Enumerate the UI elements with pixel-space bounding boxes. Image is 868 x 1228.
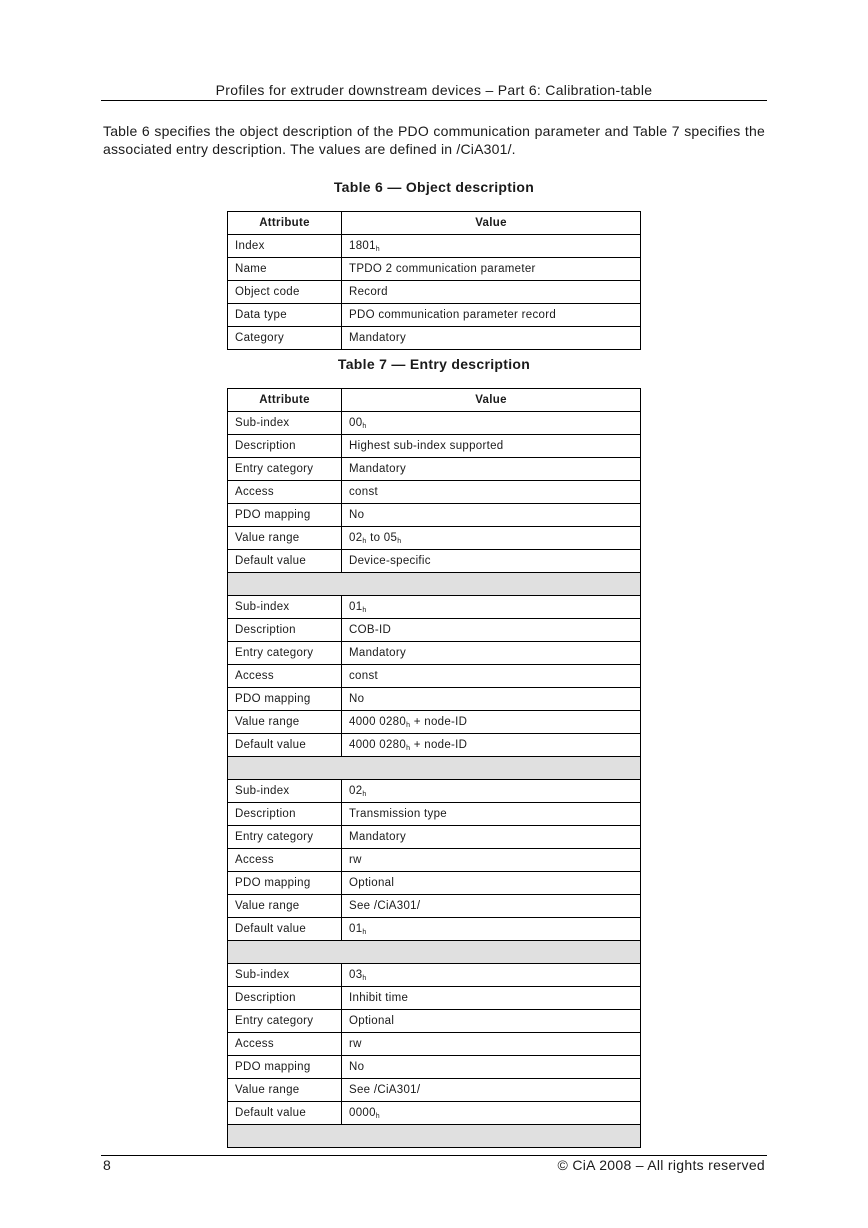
value-cell <box>342 1033 641 1056</box>
footer-rule <box>101 1155 767 1156</box>
attribute-cell: Access <box>228 1033 342 1056</box>
value-cell <box>342 918 641 941</box>
value-text: Mandatory <box>349 463 407 475</box>
table-row <box>228 281 641 304</box>
value-text: + node-ID <box>410 738 468 751</box>
value-text: rw <box>349 854 362 866</box>
attribute-cell: Entry category <box>228 642 342 665</box>
attribute-cell: Value range <box>228 895 342 918</box>
value-text: 0000 <box>349 1106 376 1119</box>
subscript-hex-suffix: h <box>362 790 367 798</box>
attribute-cell: Sub-index <box>228 412 342 435</box>
attribute-cell: Description <box>228 987 342 1010</box>
value-cell <box>342 849 641 872</box>
table-row <box>228 803 641 826</box>
value-cell <box>342 550 641 573</box>
attribute-cell: Sub-index <box>228 596 342 619</box>
table-row <box>228 619 641 642</box>
table-row <box>228 711 641 734</box>
table-header-row <box>228 212 641 235</box>
value-cell <box>342 964 641 987</box>
table-row <box>228 435 641 458</box>
value-text: Highest sub-index supported <box>349 440 504 452</box>
table-row <box>228 258 641 281</box>
table-row <box>228 1033 641 1056</box>
separator-row <box>228 1125 641 1148</box>
object-description-table <box>227 211 641 350</box>
attribute-cell: Object code <box>228 281 342 304</box>
attribute-cell: PDO mapping <box>228 688 342 711</box>
attribute-cell: Access <box>228 849 342 872</box>
table-row <box>228 734 641 757</box>
table-row <box>228 964 641 987</box>
value-cell <box>342 872 641 895</box>
value-cell <box>342 803 641 826</box>
separator-row <box>228 573 641 596</box>
value-text: Record <box>349 286 388 298</box>
table-row <box>228 987 641 1010</box>
value-text: 02 <box>349 531 363 544</box>
value-text: 01 <box>349 600 363 613</box>
table-row <box>228 780 641 803</box>
value-cell <box>342 504 641 527</box>
attribute-cell: Default value <box>228 550 342 573</box>
value-cell <box>342 327 641 350</box>
table-row <box>228 527 641 550</box>
value-cell <box>342 435 641 458</box>
separator-cell <box>228 757 641 780</box>
attribute-cell: Description <box>228 803 342 826</box>
attribute-cell: Sub-index <box>228 780 342 803</box>
subscript-hex-suffix: h <box>362 537 367 545</box>
separator-row <box>228 941 641 964</box>
value-cell <box>342 688 641 711</box>
value-text: Device-specific <box>349 555 431 567</box>
value-cell <box>342 412 641 435</box>
column-header: Value <box>342 389 641 412</box>
attribute-cell: Entry category <box>228 458 342 481</box>
table-row <box>228 550 641 573</box>
separator-cell <box>228 1125 641 1148</box>
table-row <box>228 481 641 504</box>
value-text: 1801 <box>349 239 376 252</box>
value-cell <box>342 826 641 849</box>
table-row <box>228 918 641 941</box>
value-cell <box>342 596 641 619</box>
table-row <box>228 642 641 665</box>
value-cell <box>342 642 641 665</box>
value-cell <box>342 258 641 281</box>
subscript-hex-suffix: h <box>362 974 367 982</box>
table-row <box>228 1010 641 1033</box>
subscript-hex-suffix: h <box>397 537 402 545</box>
value-text: No <box>349 509 365 521</box>
table-row <box>228 504 641 527</box>
value-cell <box>342 281 641 304</box>
entry-description-table <box>227 388 641 1148</box>
subscript-hex-suffix: h <box>362 422 367 430</box>
value-cell <box>342 481 641 504</box>
copyright-notice: © CiA 2008 – All rights reserved <box>557 1157 765 1173</box>
attribute-cell: Entry category <box>228 1010 342 1033</box>
value-cell <box>342 711 641 734</box>
attribute-cell: Sub-index <box>228 964 342 987</box>
table-row <box>228 596 641 619</box>
value-text: 4000 0280 <box>349 738 407 751</box>
value-text: const <box>349 670 378 682</box>
table-row <box>228 412 641 435</box>
table-row <box>228 849 641 872</box>
value-text: Optional <box>349 877 395 889</box>
value-text: Transmission type <box>349 808 447 820</box>
attribute-cell: Index <box>228 235 342 258</box>
attribute-cell: Name <box>228 258 342 281</box>
value-text: Optional <box>349 1015 395 1027</box>
value-text: Mandatory <box>349 647 407 659</box>
separator-row <box>228 757 641 780</box>
intro-paragraph: Table 6 specifies the object description of the PDO communication parameter and Table 7 specifies the associated entry description. The values are defined in /CiA301/. <box>103 123 765 157</box>
value-cell <box>342 1079 641 1102</box>
value-cell <box>342 527 641 550</box>
table7-caption: Table 7 — Entry description <box>337 356 531 372</box>
subscript-hex-suffix: h <box>362 606 367 614</box>
column-header: Attribute <box>228 389 342 412</box>
table6-caption: Table 6 — Object description <box>333 179 535 195</box>
value-text: 00 <box>349 416 363 429</box>
value-cell <box>342 1102 641 1125</box>
table-row <box>228 1056 641 1079</box>
attribute-cell: Category <box>228 327 342 350</box>
value-cell <box>342 734 641 757</box>
value-text: to 05 <box>366 531 398 544</box>
separator-cell <box>228 941 641 964</box>
table-row <box>228 872 641 895</box>
value-cell <box>342 235 641 258</box>
value-text: Inhibit time <box>349 992 409 1004</box>
value-text: PDO communication parameter record <box>349 309 557 321</box>
table-row <box>228 1079 641 1102</box>
column-header: Value <box>342 212 641 235</box>
table-row <box>228 304 641 327</box>
attribute-cell: Data type <box>228 304 342 327</box>
value-cell <box>342 458 641 481</box>
subscript-hex-suffix: h <box>375 1112 380 1120</box>
page-header: Profiles for extruder downstream devices – Part 6: Calibration-table <box>101 82 767 101</box>
attribute-cell: Access <box>228 665 342 688</box>
attribute-cell: Value range <box>228 527 342 550</box>
attribute-cell: Access <box>228 481 342 504</box>
value-cell <box>342 780 641 803</box>
value-cell <box>342 304 641 327</box>
table-row <box>228 688 641 711</box>
value-text: Mandatory <box>349 831 407 843</box>
attribute-cell: Default value <box>228 918 342 941</box>
value-text: 02 <box>349 784 363 797</box>
subscript-hex-suffix: h <box>406 721 411 729</box>
value-text: No <box>349 1061 365 1073</box>
attribute-cell: Value range <box>228 1079 342 1102</box>
value-text: const <box>349 486 378 498</box>
page-number: 8 <box>103 1157 111 1173</box>
value-cell <box>342 987 641 1010</box>
value-cell <box>342 1056 641 1079</box>
value-cell <box>342 1010 641 1033</box>
value-text: No <box>349 693 365 705</box>
value-text: Mandatory <box>349 332 407 344</box>
table-row <box>228 1102 641 1125</box>
value-text: TPDO 2 communication parameter <box>349 263 536 275</box>
attribute-cell: PDO mapping <box>228 1056 342 1079</box>
table-row <box>228 235 641 258</box>
subscript-hex-suffix: h <box>406 744 411 752</box>
value-cell <box>342 665 641 688</box>
attribute-cell: Description <box>228 619 342 642</box>
attribute-cell: Default value <box>228 734 342 757</box>
table-row <box>228 665 641 688</box>
attribute-cell: Entry category <box>228 826 342 849</box>
value-cell <box>342 619 641 642</box>
value-text: 4000 0280 <box>349 715 407 728</box>
attribute-cell: PDO mapping <box>228 872 342 895</box>
value-text: rw <box>349 1038 362 1050</box>
table-row <box>228 826 641 849</box>
table-row <box>228 327 641 350</box>
value-text: 01 <box>349 922 363 935</box>
value-text: See /CiA301/ <box>349 900 421 912</box>
table-header-row <box>228 389 641 412</box>
table-row <box>228 895 641 918</box>
value-text: COB-ID <box>349 624 392 636</box>
attribute-cell: PDO mapping <box>228 504 342 527</box>
attribute-cell: Default value <box>228 1102 342 1125</box>
value-text: 03 <box>349 968 363 981</box>
column-header: Attribute <box>228 212 342 235</box>
value-cell <box>342 895 641 918</box>
table-row <box>228 458 641 481</box>
subscript-hex-suffix: h <box>362 928 367 936</box>
subscript-hex-suffix: h <box>375 245 380 253</box>
value-text: + node-ID <box>410 715 468 728</box>
separator-cell <box>228 573 641 596</box>
attribute-cell: Value range <box>228 711 342 734</box>
value-text: See /CiA301/ <box>349 1084 421 1096</box>
attribute-cell: Description <box>228 435 342 458</box>
